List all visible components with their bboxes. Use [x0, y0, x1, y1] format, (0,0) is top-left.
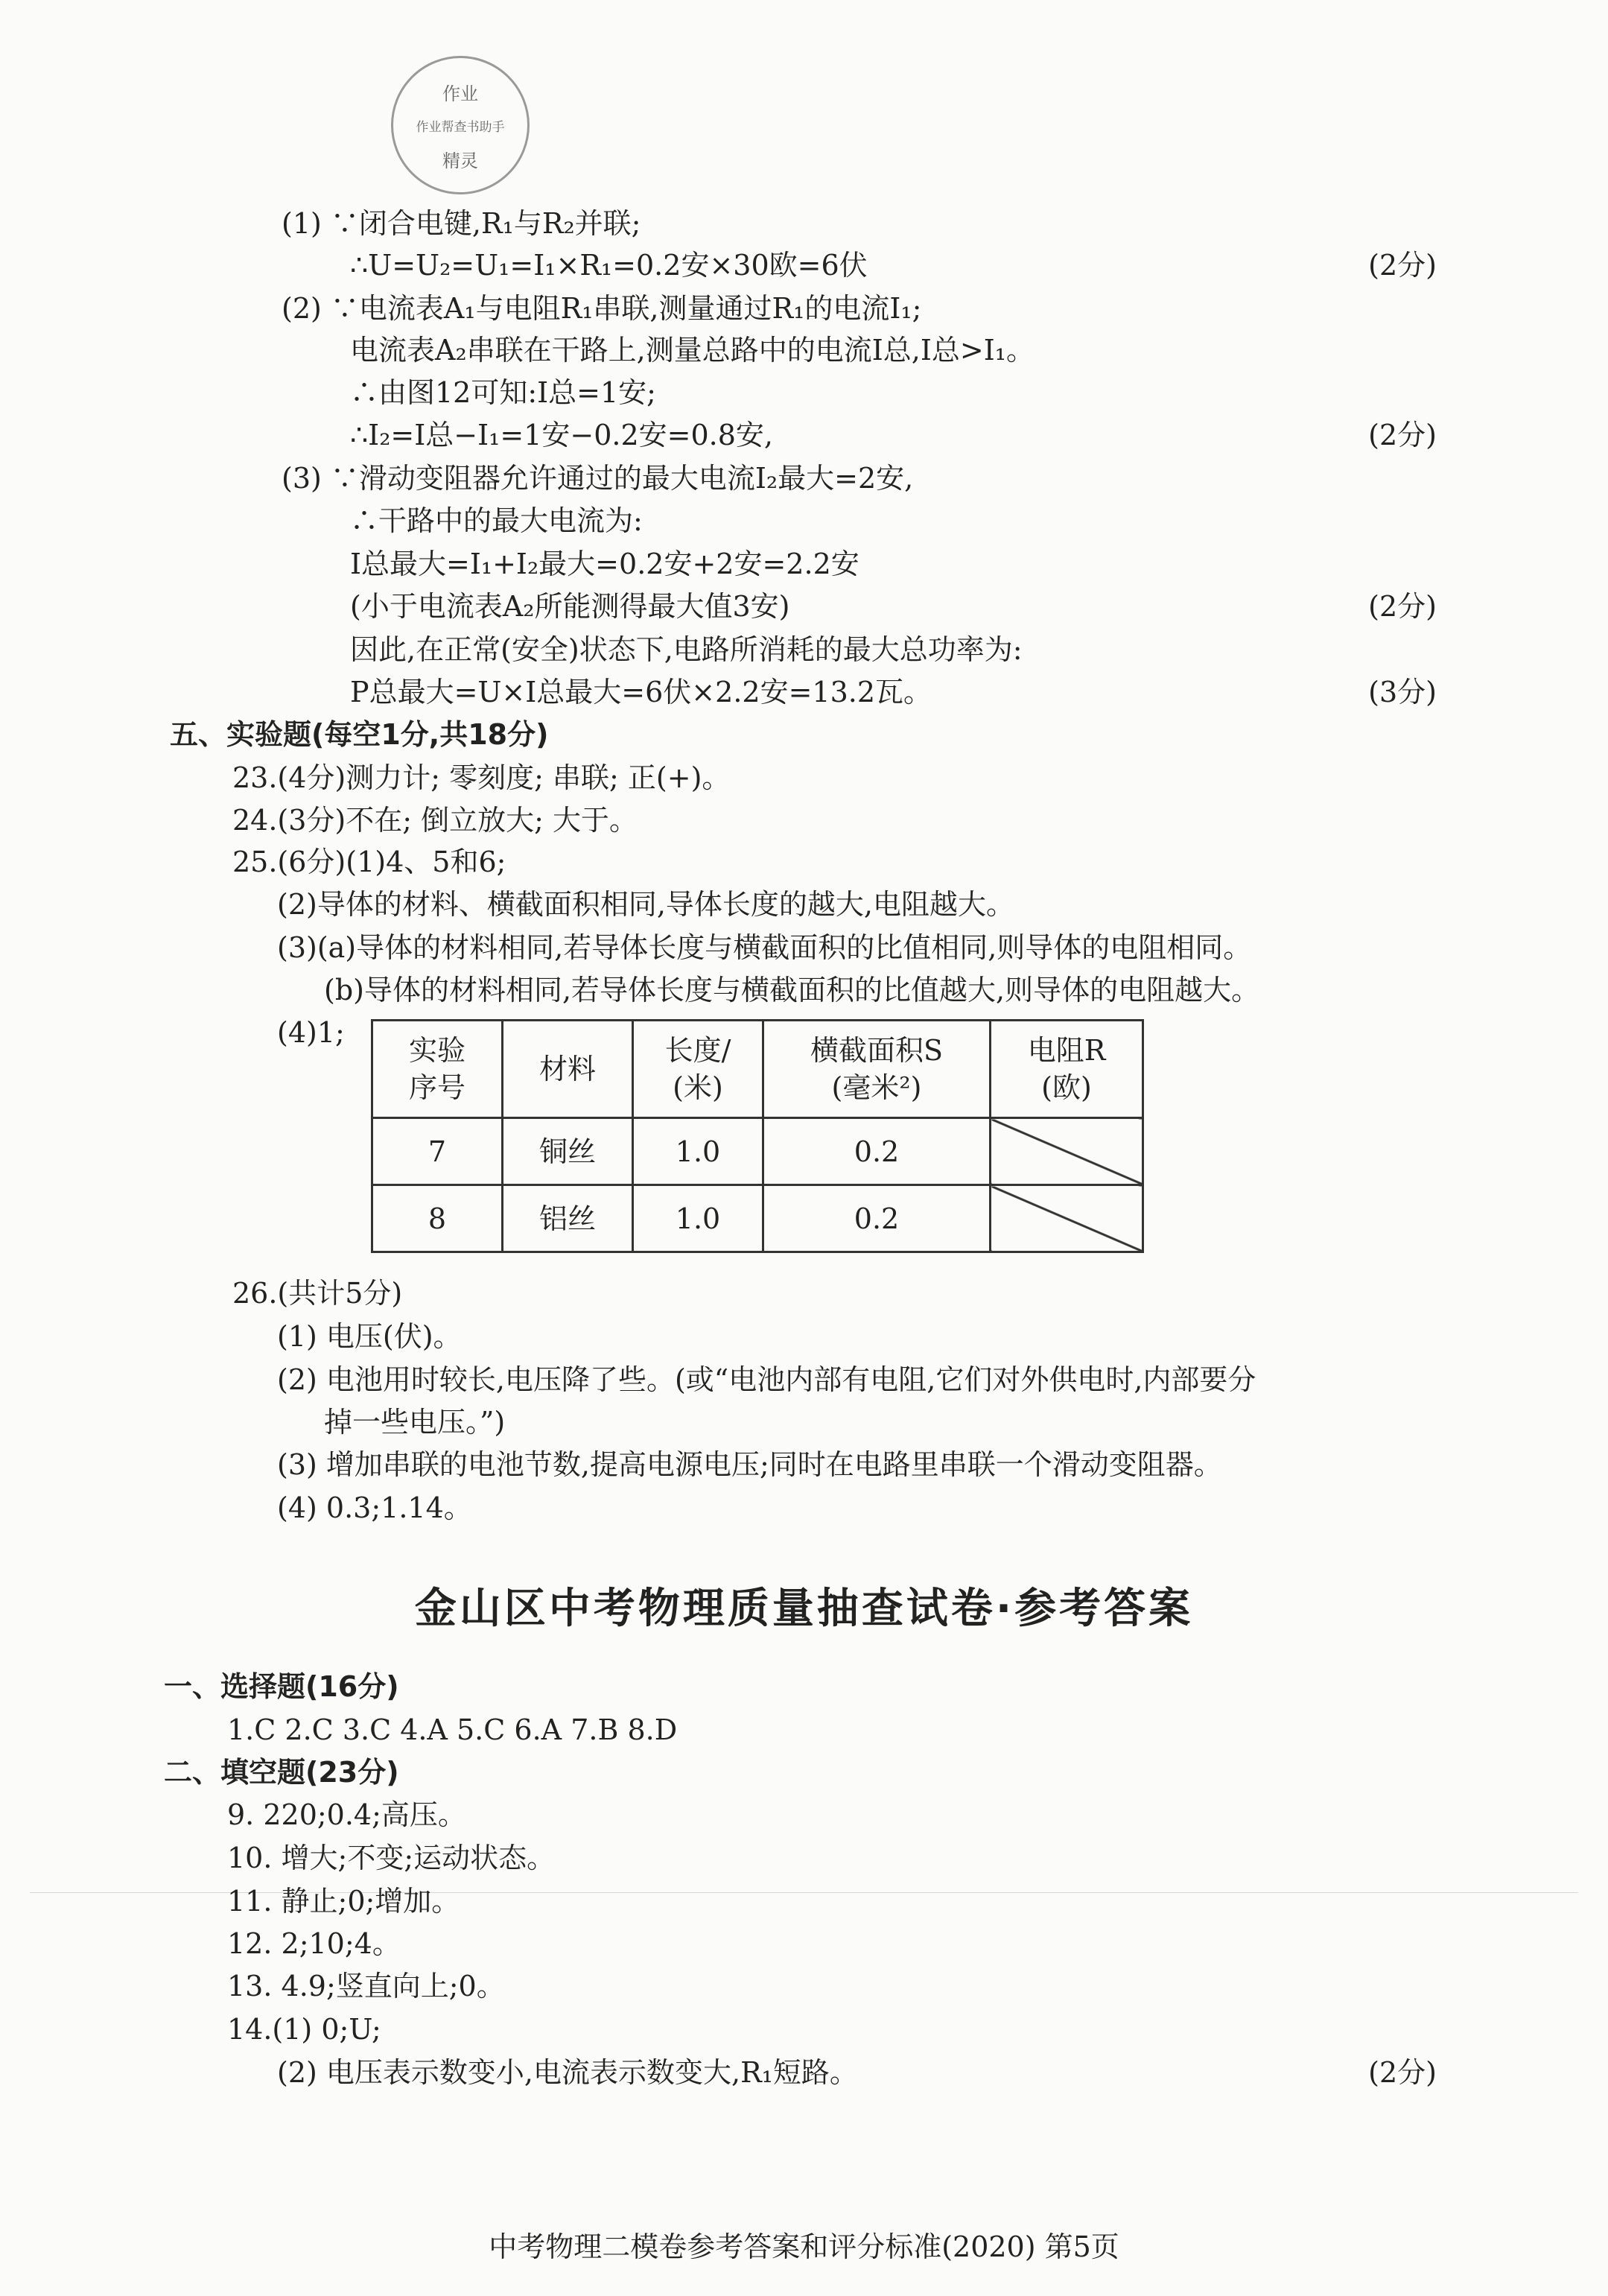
q26-part2a: (2) 电池用时较长,电压降了些。(或“电池内部有电阻,它们对外供电时,内部要分	[277, 1363, 1256, 1396]
q26-heading: 26.(共计5分)	[232, 1277, 403, 1310]
table-cell: 铜丝	[503, 1118, 633, 1185]
table-header-row	[372, 1021, 1143, 1118]
q22-p3-b: ∴干路中的最大电流为:	[350, 504, 643, 537]
q22-p3-a: (3) ∵滑动变阻器允许通过的最大电流I₂最大=2安,	[282, 462, 914, 495]
q22-p1-score: (2分)	[1368, 249, 1437, 282]
q12-answer: 12. 2;10;4。	[227, 1927, 401, 1960]
table-cell: 1.0	[633, 1185, 763, 1252]
header-cell: 实验 序号	[372, 1021, 503, 1118]
s1-answers: 1.C 2.C 3.C 4.A 5.C 6.A 7.B 8.D	[227, 1713, 678, 1746]
stamp-line2: 作业帮查书助手	[416, 120, 505, 135]
q22-p3-f-score: (3分)	[1368, 676, 1437, 708]
q22-p3-f: P总最大=U×I总最大=6伏×2.2安=13.2瓦。	[350, 676, 932, 708]
header-cell: 横截面积S (毫米²)	[763, 1021, 991, 1118]
q22-p2-c: ∴由图12可知:I总=1安;	[350, 376, 656, 409]
section-title: 金山区中考物理质量抽查试卷·参考答案	[414, 1585, 1194, 1633]
q22-p2-score: (2分)	[1368, 419, 1437, 451]
table-row	[372, 1118, 1143, 1185]
header-cell: 电阻R (欧)	[991, 1021, 1143, 1118]
table-row	[372, 1185, 1143, 1252]
q25-part1: 25.(6分)(1)4、5和6;	[232, 846, 506, 878]
q26-part4: (4) 0.3;1.14。	[277, 1491, 472, 1524]
table-cell: 0.2	[763, 1185, 991, 1252]
q14-part1: 14.(1) 0;U;	[227, 2013, 381, 2046]
q26-part1: (1) 电压(伏)。	[277, 1320, 462, 1353]
q25-part4: (4)1;	[277, 1016, 345, 1049]
q25-part2: (2)导体的材料、横截面积相同,导体长度的越大,电阻越大。	[277, 888, 1014, 921]
q14-part2: (2) 电压表示数变小,电流表示数变大,R₁短路。	[277, 2056, 858, 2089]
q22-p1-a: (1) ∵闭合电键,R₁与R₂并联;	[282, 207, 641, 240]
q25-part3b: (b)导体的材料相同,若导体长度与横截面积的比值越大,则导体的电阻越大。	[324, 974, 1260, 1006]
homework-stamp	[391, 56, 530, 194]
q11-answer: 11. 静止;0;增加。	[227, 1885, 460, 1918]
table-cell: 8	[372, 1185, 503, 1252]
q22-p3-c: I总最大=I₁+I₂最大=0.2安+2安=2.2安	[350, 548, 859, 580]
header-cell: 长度/ (米)	[633, 1021, 763, 1118]
q14-score: (2分)	[1368, 2056, 1437, 2089]
q22-p3-e: 因此,在正常(安全)状态下,电路所消耗的最大总功率为:	[350, 633, 1023, 666]
q22-p2-a: (2) ∵电流表A₁与电阻R₁串联,测量通过R₁的电流I₁;	[282, 292, 922, 325]
table-cell-slashed	[991, 1185, 1143, 1252]
experiment-table	[371, 1019, 1144, 1253]
q22-p3-d-score: (2分)	[1368, 590, 1437, 623]
table-cell: 7	[372, 1118, 503, 1185]
s2-heading: 二、填空题(23分)	[164, 1756, 399, 1789]
stamp-line3: 精灵	[442, 150, 478, 171]
q26-part3: (3) 增加串联的电池节数,提高电源电压;同时在电路里串联一个滑动变阻器。	[277, 1448, 1222, 1481]
q22-p1-b: ∴U=U₂=U₁=I₁×R₁=0.2安×30欧=6伏	[350, 249, 868, 282]
q24-answer: 24.(3分)不在; 倒立放大; 大于。	[232, 804, 638, 837]
sec5-heading: 五、实验题(每空1分,共18分)	[170, 718, 549, 751]
table-cell: 1.0	[633, 1118, 763, 1185]
table-cell-slashed	[991, 1118, 1143, 1185]
q26-part2b: 掉一些电压。”)	[324, 1406, 506, 1439]
header-cell: 材料	[503, 1021, 633, 1118]
table-cell: 0.2	[763, 1118, 991, 1185]
q9-answer: 9. 220;0.4;高压。	[227, 1798, 466, 1831]
stamp-line1: 作业	[442, 83, 478, 104]
table-cell: 铝丝	[503, 1185, 633, 1252]
q25-part3a: (3)(a)导体的材料相同,若导体长度与横截面积的比值相同,则导体的电阻相同。	[277, 931, 1252, 964]
q13-answer: 13. 4.9;竖直向上;0。	[227, 1970, 505, 2002]
q10-answer: 10. 增大;不变;运动状态。	[227, 1842, 556, 1874]
q22-p3-d: (小于电流表A₂所能测得最大值3安)	[350, 590, 790, 623]
q22-p2-d: ∴I₂=I总−I₁=1安−0.2安=0.8安,	[350, 419, 773, 451]
s1-heading: 一、选择题(16分)	[164, 1670, 399, 1703]
page-footer: 中考物理二模卷参考答案和评分标准(2020) 第5页	[489, 2230, 1119, 2263]
q23-answer: 23.(4分)测力计; 零刻度; 串联; 正(+)。	[232, 761, 731, 794]
q22-p2-b: 电流表A₂串联在干路上,测量总路中的电流I总,I总>I₁。	[350, 334, 1035, 367]
